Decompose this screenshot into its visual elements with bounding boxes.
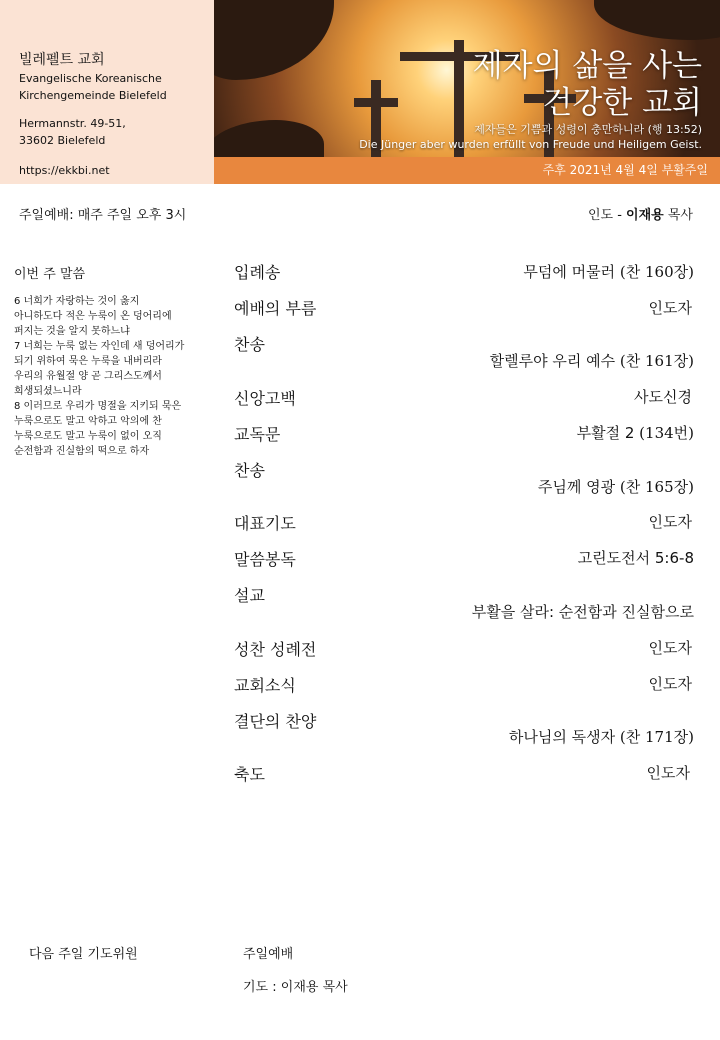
order-label: 말씀봉독 [234,550,296,569]
order-label: 성찬 성례전 [234,640,317,659]
order-label: 신앙고백 [234,389,296,408]
verse-line: 7 너희는 누룩 없는 자인데 새 덩어리가 [14,341,185,352]
verse-line: 순전함과 진실함의 떡으로 하자 [14,446,150,457]
hero-verse [359,122,702,152]
leader-name: 이재용 [626,208,664,223]
order-value: 인도자 [646,764,690,782]
address-street: Hermannstr. 49-51, [19,117,126,130]
address-city: 33602 Bielefeld [19,134,106,147]
verse-line: 되기 위하여 묵은 누룩을 내버리라 [14,356,162,367]
order-label: 교독문 [234,425,281,444]
order-value: 무덤에 머물러 (찬 160장) [523,263,694,281]
order-value: 인도자 [648,675,692,693]
church-name-german-2: Kirchengemeinde Bielefeld [19,89,167,102]
order-label: 예배의 부름 [234,299,317,318]
service-leader [588,204,693,223]
order-value: 주님께 영광 (찬 165장) [537,478,694,496]
header-info-panel [0,0,214,184]
rock-shape-right [594,0,720,40]
order-label: 축도 [234,765,265,784]
verse-line: 퍼지는 것을 알지 못하느냐 [14,326,130,337]
order-label: 설교 [234,586,265,605]
website-link[interactable]: https://ekkbi.net [19,164,110,177]
hero-title: 제자의 삶을 사는 건강한 교회 [472,48,702,121]
hero-verse-korean: 제자들은 기쁨과 성령이 충만하니라 (행 13:52) [474,123,702,136]
leader-title: 목사 [667,208,693,223]
church-name: 빌레펠트 교회 [19,52,105,68]
church-name-german-1: Evangelische Koreanische [19,72,162,85]
verse-line: 아니하도다 적은 누룩이 온 덩어리에 [14,311,172,322]
verse-line: 누룩으로도 말고 누룩이 없이 오직 [14,431,162,442]
hero-verse-german: Die Jünger aber wurden erfüllt von Freude und Heiligem Geist. [359,138,702,151]
leader-role: 인도 - [587,208,622,223]
footer-prayer: 기도 : 이재용 목사 [243,980,348,995]
service-date: 주후 2021년 4월 4일 부활주일 [542,163,708,177]
service-time: 주일예배: 매주 주일 오후 3시 [19,208,187,223]
date-bar [214,157,720,184]
order-value: 할렐루야 우리 예수 (찬 161장) [489,352,694,370]
order-value: 인도자 [648,513,692,531]
order-label: 찬송 [234,461,265,480]
week-word-title: 이번 주 말씀 [14,267,86,282]
week-word-text [14,294,210,459]
rock-shape-left [214,0,334,80]
order-label: 결단의 찬양 [234,712,317,731]
verse-line: 누룩으로도 말고 악하고 악의에 찬 [14,416,162,427]
footer-service-title: 주일예배 [243,947,294,962]
order-value: 부활을 살라: 순전함과 진실함으로 [471,603,694,621]
order-value: 인도자 [648,299,692,317]
order-value: 하나님의 독생자 (찬 171장) [508,728,694,746]
verse-line: 8 이러므로 우리가 명절을 지키되 묵은 [14,401,182,412]
order-label: 교회소식 [234,676,296,695]
next-week-prayer-title: 다음 주일 기도위원 [29,947,138,962]
verse-line: 6 너희가 자랑하는 것이 옳지 [14,296,140,307]
order-value: 고린도전서 5:6-8 [577,549,694,567]
verse-line: 우리의 유월절 양 곧 그리스도께서 [14,371,162,382]
order-label: 대표기도 [234,514,296,533]
order-value: 부활절 2 (134번) [576,424,694,442]
verse-line: 희생되셨느니라 [14,386,82,397]
order-label: 입례송 [234,263,281,282]
order-label: 찬송 [234,335,265,354]
order-value: 사도신경 [634,388,692,406]
order-value: 인도자 [648,639,692,657]
